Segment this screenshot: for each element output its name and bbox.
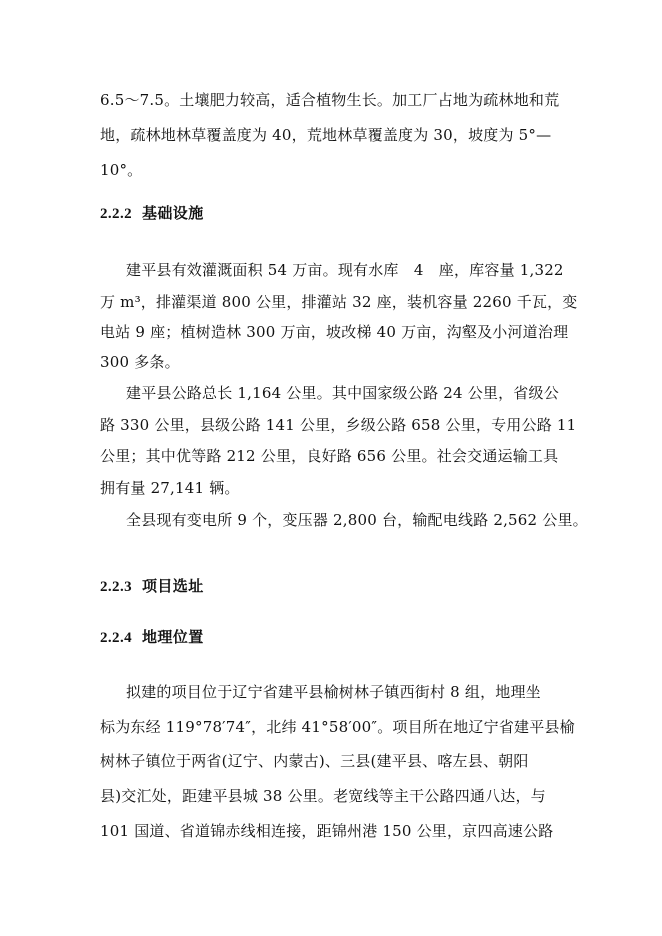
section-heading-geographic-location: [100, 627, 204, 648]
paragraph-3-line-2: 路 330 公里，县级公路 141 公里，乡级公路 658 公里，专用公路 11: [100, 416, 577, 434]
paragraph-2-line-4: 300 多条。: [100, 353, 180, 371]
section-number: 2.2.3: [100, 579, 132, 595]
paragraph-1-line-3: 10°。: [100, 161, 143, 179]
paragraph-3-line-1: 建平县公路总长 1,164 公里。其中国家级公路 24 公里，省级公: [126, 384, 559, 402]
paragraph-3-line-3: 公里；其中优等路 212 公里，良好路 656 公里。社会交通运输工具: [100, 447, 559, 465]
paragraph-2-line-2: 万 m³，排灌渠道 800 公里，排灌站 32 座，装机容量 2260 千瓦，变: [100, 293, 578, 311]
paragraph-4-line-1: 全县现有变电所 9 个，变压器 2,800 台，输配电线路 2,562 公里。: [126, 511, 588, 529]
paragraph-1-line-1: 6.5～7.5。土壤肥力较高，适合植物生长。加工厂占地为疏林地和荒: [100, 91, 560, 109]
section-heading-infrastructure: [100, 203, 204, 224]
paragraph-5-line-2: 标为东经 119°78′74″，北纬 41°58′00″。项目所在地辽宁省建平县榆: [100, 718, 575, 736]
section-number: 2.2.4: [100, 630, 132, 646]
section-number: 2.2.2: [100, 206, 132, 222]
paragraph-3-line-4: 拥有量 27,141 辆。: [100, 479, 240, 497]
section-title: 地理位置: [142, 628, 204, 646]
section-title: 基础设施: [142, 204, 204, 222]
paragraph-2-line-1: 建平县有效灌溉面积 54 万亩。现有水库 4 座，库容量 1,322: [126, 261, 564, 279]
paragraph-5-line-3: 树林子镇位于两省(辽宁、内蒙古)、三县(建平县、喀左县、朝阳: [100, 752, 529, 770]
paragraph-5-line-5: 101 国道、省道锦赤线相连接，距锦州港 150 公里，京四高速公路: [100, 822, 554, 840]
paragraph-2-line-3: 电站 9 座；植树造林 300 万亩，坡改梯 40 万亩，沟壑及小河道治理: [100, 323, 569, 341]
paragraph-5-line-1: 拟建的项目位于辽宁省建平县榆树林子镇西街村 8 组，地理坐: [126, 683, 541, 701]
section-title: 项目选址: [142, 577, 204, 595]
paragraph-5-line-4: 县)交汇处，距建平县城 38 公里。老宽线等主干公路四通八达，与: [100, 787, 546, 805]
section-heading-site-selection: [100, 576, 204, 597]
paragraph-1-line-2: 地，疏林地林草覆盖度为 40，荒地林草覆盖度为 30，坡度为 5°—: [100, 126, 552, 144]
